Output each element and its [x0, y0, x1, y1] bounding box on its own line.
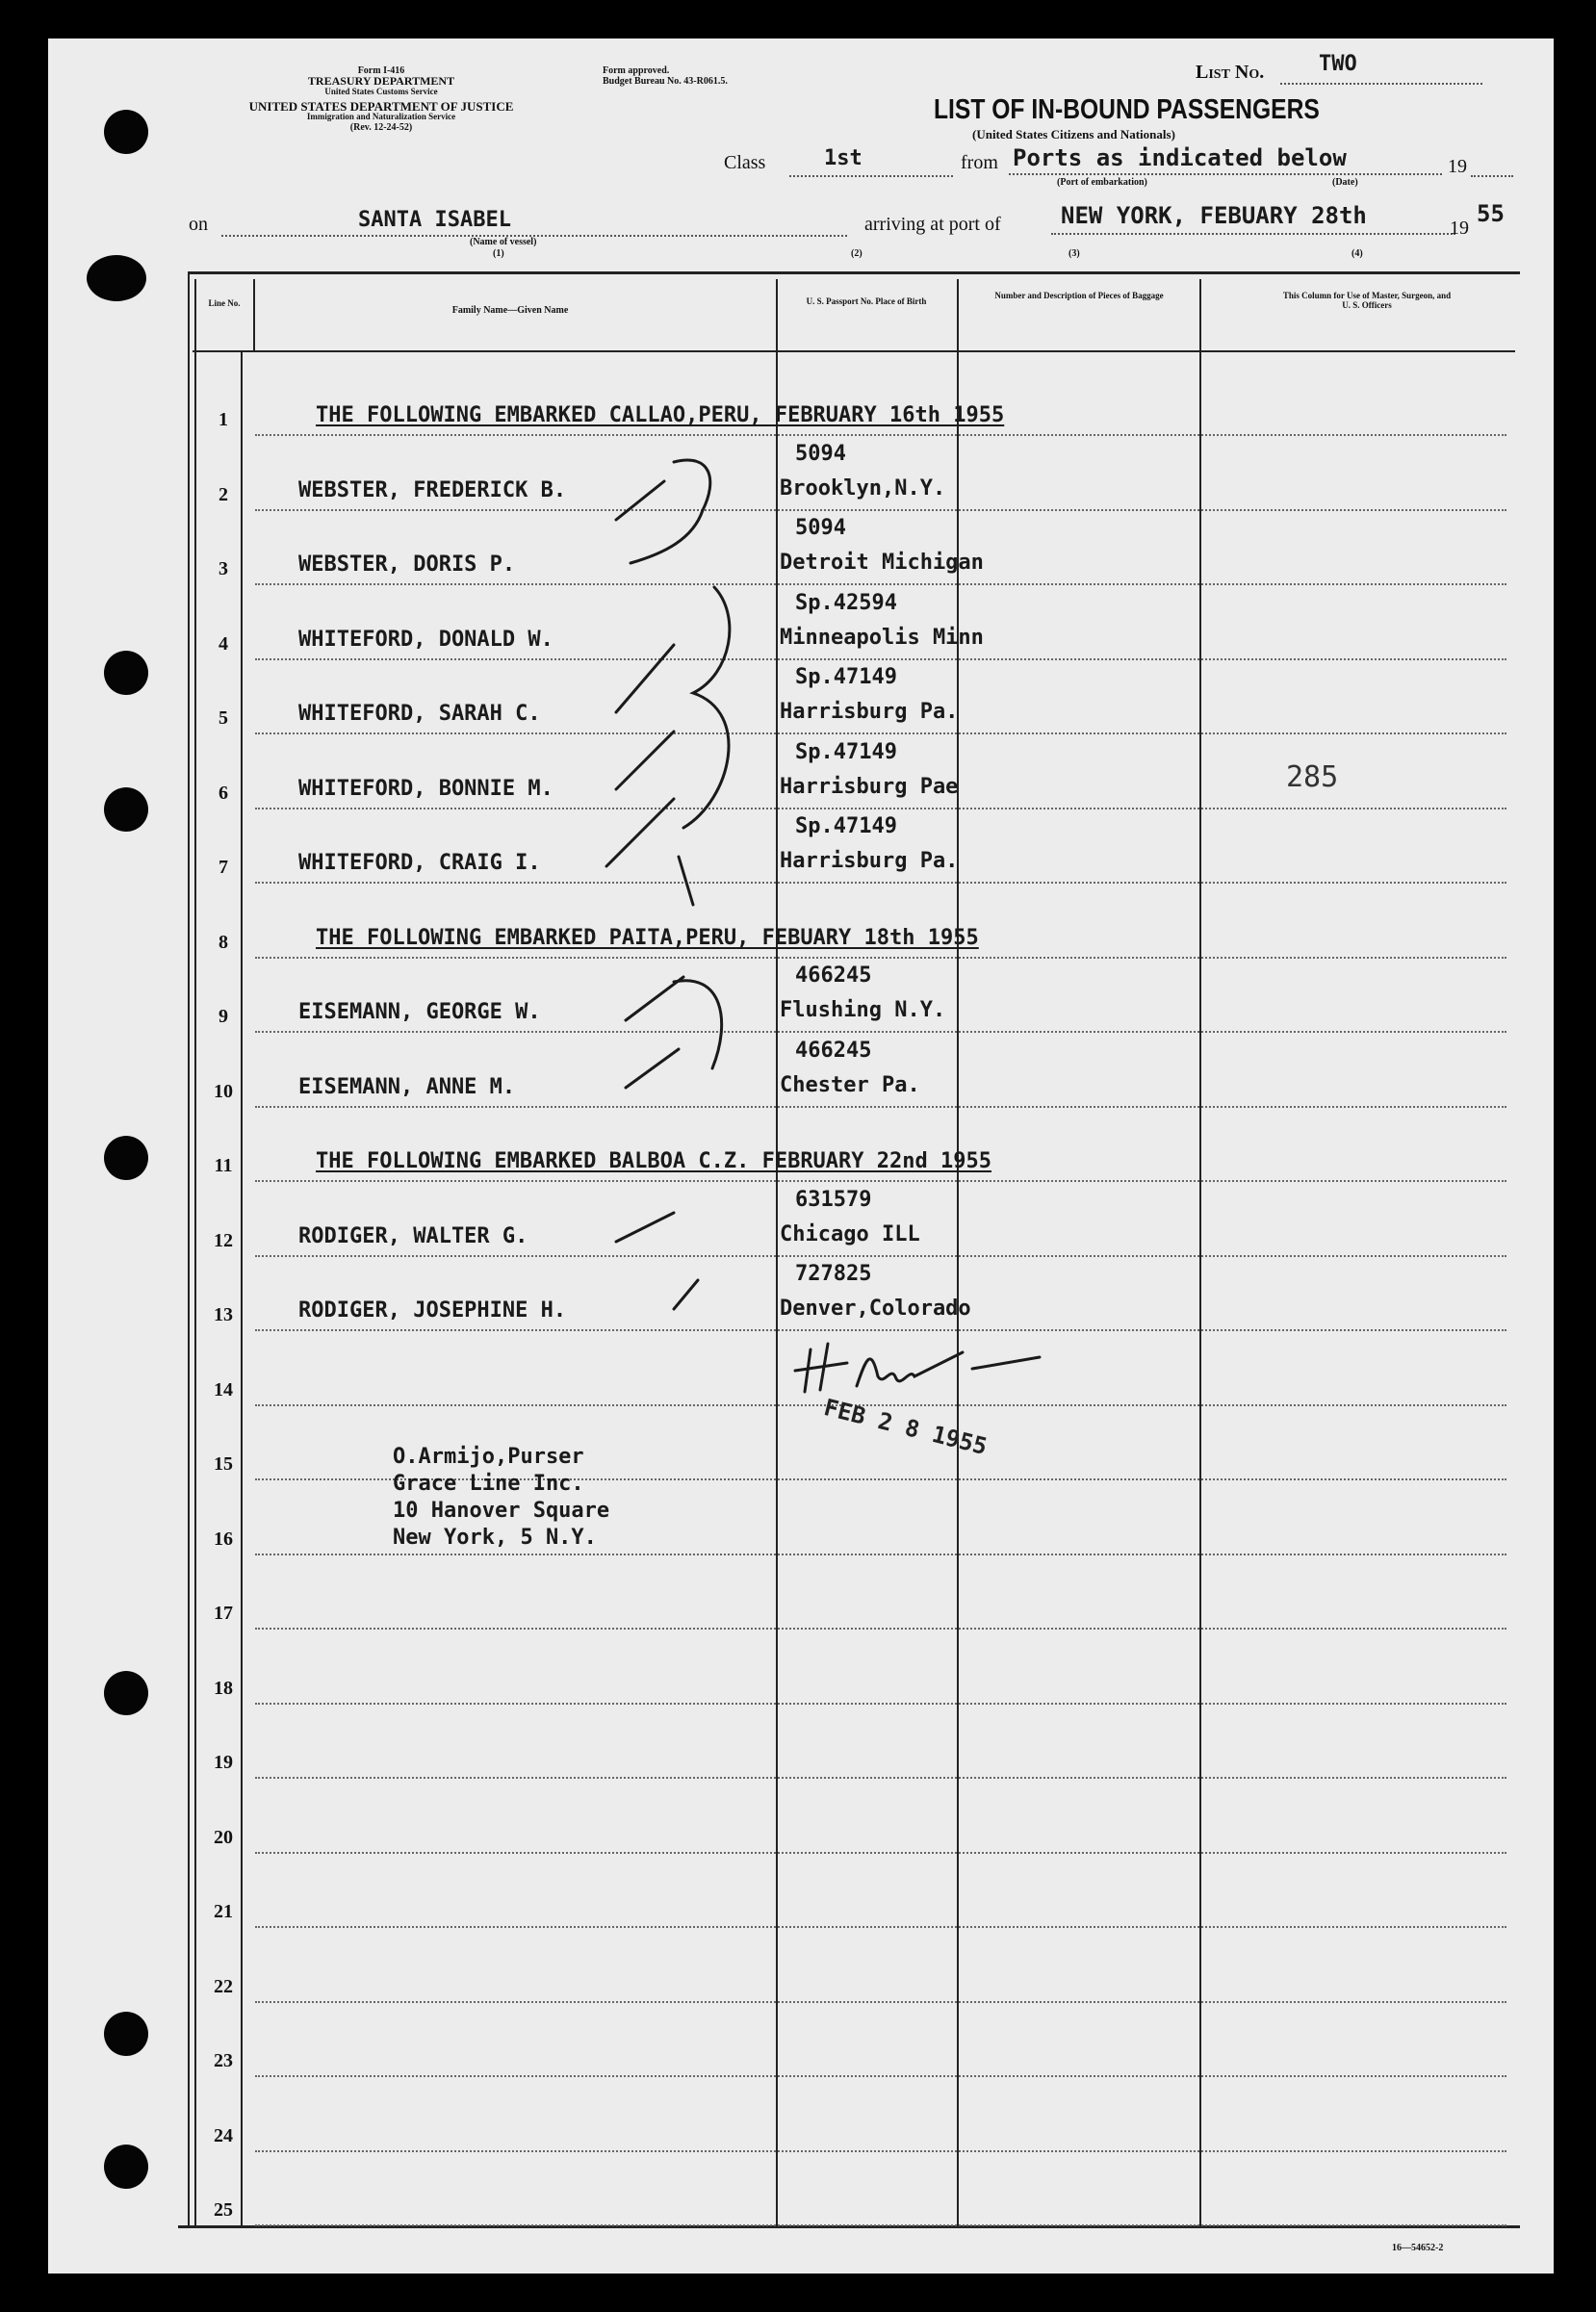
form-approved: Form approved. — [603, 65, 670, 76]
on-label: on — [189, 214, 208, 235]
check-mark — [683, 587, 730, 828]
line-number: 16 — [214, 1528, 233, 1550]
place-of-birth: Chicago ILL — [780, 1222, 920, 1246]
passenger-name: EISEMANN, ANNE M. — [298, 1075, 516, 1099]
purser-city: New York, 5 N.Y. — [393, 1526, 597, 1550]
caption-1: (1) — [493, 248, 504, 259]
year-prefix-1: 19 — [1448, 156, 1467, 177]
caption-4: (4) — [1351, 248, 1363, 259]
class-label: Class — [724, 152, 766, 173]
footer-code: 16—54652-2 — [1392, 2243, 1444, 2253]
arrival-port-date: NEW YORK, FEBUARY 28th — [1061, 202, 1367, 229]
form-subtitle: (United States Citizens and Nationals) — [972, 127, 1175, 141]
check-mark — [626, 977, 683, 1020]
form-title: LIST OF IN-BOUND PASSENGERS — [934, 94, 1320, 125]
line-number: 5 — [219, 707, 228, 729]
embarkation-heading: THE FOLLOWING EMBARKED BALBOA C.Z. FEBRUARY 22nd 1955 — [316, 1149, 991, 1173]
line-number: 11 — [214, 1155, 233, 1176]
customs-service: United States Customs Service — [324, 87, 438, 96]
purser-street: 10 Hanover Square — [393, 1499, 610, 1523]
passenger-name: WEBSTER, FREDERICK B. — [298, 478, 567, 502]
passenger-name: WHITEFORD, SARAH C. — [298, 702, 541, 726]
place-of-birth: Brooklyn,N.Y. — [780, 476, 946, 501]
from-label: from — [961, 152, 998, 173]
line-number: 4 — [219, 633, 228, 655]
check-mark — [626, 1049, 679, 1088]
list-no-value: TWO — [1319, 52, 1357, 76]
col-header-line-no: Line No. — [208, 298, 241, 308]
check-mark — [674, 1280, 698, 1309]
line-number: 10 — [214, 1081, 233, 1102]
passenger-name: WHITEFORD, DONALD W. — [298, 628, 553, 652]
passport-number: 5094 — [795, 442, 846, 466]
line-number: 3 — [219, 558, 228, 579]
place-of-birth: Harrisburg Pa. — [780, 700, 959, 724]
check-mark — [616, 645, 674, 712]
form-number: Form I-416 — [357, 65, 405, 76]
line-number: 9 — [219, 1006, 228, 1027]
place-of-birth: Chester Pa. — [780, 1073, 920, 1097]
check-mark — [631, 460, 710, 563]
year-suffix: 55 — [1477, 200, 1505, 227]
officer-note: 285 — [1286, 760, 1339, 794]
ins-service: Immigration and Naturalization Service — [306, 112, 456, 121]
budget-bureau: Budget Bureau No. 43-R061.5. — [603, 76, 728, 87]
line-number: 24 — [214, 2125, 233, 2146]
line-number: 7 — [219, 857, 228, 878]
passport-number: 727825 — [795, 1262, 872, 1286]
place-of-birth: Flushing N.Y. — [780, 998, 946, 1022]
passenger-name: EISEMANN, GEORGE W. — [298, 1000, 541, 1024]
line-number: 6 — [219, 783, 228, 804]
check-mark — [616, 481, 664, 520]
purser-company: Grace Line Inc. — [393, 1472, 584, 1496]
check-mark — [679, 857, 693, 905]
passenger-name: RODIGER, WALTER G. — [298, 1224, 528, 1248]
line-number: 18 — [214, 1678, 233, 1699]
line-number: 17 — [214, 1603, 233, 1624]
initials — [795, 1344, 1040, 1392]
passport-number: Sp.47149 — [795, 665, 897, 689]
treasury-dept: TREASURY DEPARTMENT — [307, 74, 455, 88]
received-stamp: FEB 2 8 1955 — [821, 1394, 991, 1461]
line-number: 20 — [214, 1827, 233, 1848]
year-prefix-2: 19 — [1450, 218, 1469, 239]
line-number: 13 — [214, 1304, 233, 1325]
passport-number: 631579 — [795, 1188, 872, 1212]
place-of-birth: Detroit Michigan — [780, 551, 984, 575]
line-number: 8 — [219, 932, 228, 953]
line-number: 15 — [214, 1453, 233, 1475]
line-number: 19 — [214, 1752, 233, 1773]
arriving-label: arriving at port of — [864, 214, 1001, 235]
passenger-name: WEBSTER, DORIS P. — [298, 552, 516, 577]
caption-3: (3) — [1068, 248, 1080, 259]
justice-dept: UNITED STATES DEPARTMENT OF JUSTICE — [248, 99, 514, 114]
check-mark — [616, 732, 674, 789]
place-of-birth: Harrisburg Pae — [780, 775, 959, 799]
vessel-caption: (Name of vessel) — [470, 237, 537, 247]
class-value: 1st — [824, 146, 862, 170]
line-number: 23 — [214, 2050, 233, 2071]
passport-number: 466245 — [795, 1039, 872, 1063]
vessel-name: SANTA ISABEL — [358, 208, 511, 232]
passport-number: 466245 — [795, 963, 872, 988]
port-embark-caption: (Port of embarkation) — [1057, 177, 1147, 188]
date-caption: (Date) — [1332, 177, 1358, 188]
place-of-birth: Minneapolis Minn — [780, 626, 984, 650]
passport-number: 5094 — [795, 516, 846, 540]
passport-number: Sp.42594 — [795, 591, 897, 615]
list-no-label: List No. — [1196, 62, 1265, 83]
line-number: 22 — [214, 1976, 233, 1997]
place-of-birth: Denver,Colorado — [780, 1297, 971, 1321]
place-of-birth: Harrisburg Pa. — [780, 849, 959, 873]
line-number: 25 — [214, 2199, 233, 2221]
check-mark — [674, 981, 722, 1068]
passenger-name: RODIGER, JOSEPHINE H. — [298, 1298, 567, 1323]
col-header-baggage: Number and Description of Pieces of Baggage — [994, 291, 1164, 300]
passenger-name: WHITEFORD, CRAIG I. — [298, 851, 541, 875]
line-number: 12 — [214, 1230, 233, 1251]
passport-number: Sp.47149 — [795, 740, 897, 764]
col-header-name: Family Name—Given Name — [451, 305, 569, 316]
line-number: 1 — [219, 409, 228, 430]
line-number: 14 — [214, 1379, 233, 1400]
col-header-passport: U. S. Passport No. Place of Birth — [806, 296, 927, 306]
passenger-name: WHITEFORD, BONNIE M. — [298, 777, 553, 801]
purser-name: O.Armijo,Purser — [393, 1445, 584, 1469]
passport-number: Sp.47149 — [795, 814, 897, 838]
col-header-officers: This Column for Use of Master, Surgeon, and U. S. Officers — [1282, 291, 1452, 310]
caption-2: (2) — [851, 248, 862, 259]
purser-block — [393, 1444, 609, 1552]
line-number: 2 — [219, 484, 228, 505]
line-number: 21 — [214, 1901, 233, 1922]
embarkation-heading: THE FOLLOWING EMBARKED PAITA,PERU, FEBUARY 18th 1955 — [316, 926, 979, 950]
revision: (Rev. 12-24-52) — [349, 122, 413, 133]
check-mark — [616, 1213, 674, 1242]
embarkation-heading: THE FOLLOWING EMBARKED CALLAO,PERU, FEBRUARY 16th 1955 — [316, 403, 1005, 427]
from-value: Ports as indicated below — [1013, 144, 1347, 171]
check-mark — [606, 799, 674, 866]
